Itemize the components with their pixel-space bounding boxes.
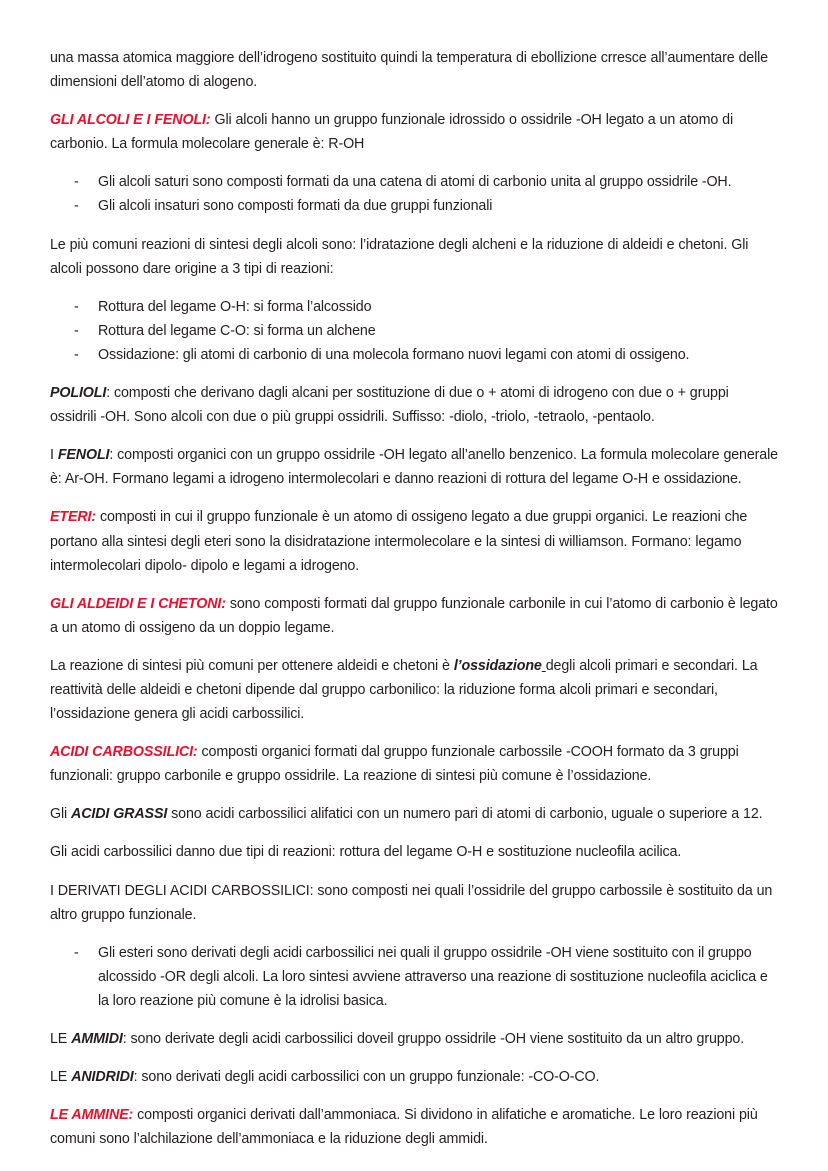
paragraph-eteri bbox=[50, 505, 778, 577]
prefix-acidi-grassi: Gli bbox=[50, 806, 72, 823]
paragraph-fenoli bbox=[50, 443, 778, 491]
list-item-text: Gli alcoli saturi sono composti formati da una catena di atomi di carbonio unita al gruppo ossidrile -OH. bbox=[98, 174, 732, 191]
text-ammidi: : sono derivate degli acidi carbossilici doveil gruppo ossidrile -OH viene sostituito da un altro gruppo. bbox=[122, 1031, 745, 1047]
list-esteri bbox=[50, 941, 778, 1013]
paragraph-acidi-grassi bbox=[50, 802, 778, 826]
prefix-anidridi: LE bbox=[50, 1069, 72, 1086]
dash-marker: - bbox=[74, 944, 79, 961]
list-item bbox=[50, 319, 778, 343]
paragraph-aldeidi-chetoni bbox=[50, 592, 778, 640]
heading-ammine: LE AMMINE: bbox=[50, 1107, 134, 1124]
paragraph-ammine bbox=[50, 1103, 778, 1151]
text-eteri: composti in cui il gruppo funzionale è un atomo di ossigeno legato a due gruppi organici. Le reazioni che portano alla sintesi degli eteri sono la disidratazione intermolecolare e la sintesi di williamson. Formano: legamo intermolecolari dipolo- dipolo e legami a idrogeno. bbox=[50, 509, 748, 574]
paragraph-derivati: I DERIVATI DEGLI ACIDI CARBOSSILICI: sono composti nei quali l’ossidrile del gruppo carbossile è sostituito da un altro gruppo funzionale. bbox=[50, 882, 773, 923]
list-item bbox=[50, 295, 778, 319]
prefix-fenoli: I bbox=[50, 447, 58, 464]
paragraph-reazioni-acidi: Gli acidi carbossilici danno due tipi di reazioni: rottura del legame O-H e sostituzione nucleofila acilica. bbox=[50, 844, 682, 861]
heading-eteri: ETERI: bbox=[50, 509, 97, 526]
heading-acidi-grassi: ACIDI GRASSI bbox=[71, 806, 168, 823]
paragraph-intro: una massa atomica maggiore dell’idrogeno sostituito quindi la temperatura di ebollizione crresce all’aumentare delle dimensioni dell’atomo di alogeno. bbox=[50, 50, 768, 91]
heading-acidi-carbossilici: ACIDI CARBOSSILICI: bbox=[50, 744, 198, 761]
paragraph-ammidi bbox=[50, 1027, 778, 1051]
dash-marker: - bbox=[74, 174, 79, 191]
heading-polioli: POLIOLI bbox=[50, 385, 107, 402]
heading-anidridi: ANIDRIDI bbox=[71, 1069, 134, 1086]
heading-aldeidi-chetoni: GLI ALDEIDI E I CHETONI: bbox=[50, 595, 226, 612]
paragraph-anidridi bbox=[50, 1065, 778, 1089]
list-item-text: Rottura del legame C-O: si forma un alchene bbox=[98, 322, 376, 339]
list-item-text: Gli esteri sono derivati degli acidi carbossilici nei quali il gruppo ossidrile -OH viene sostituito con il gruppo alcossido -OR degli alcoli. La loro sintesi avviene attraverso una reazione di sostituzione nucleofila aciclica e la loro reazione più comune è la idrolisi basica. bbox=[98, 944, 768, 1009]
emphasis-ossidazione: l’ossidazione bbox=[453, 657, 542, 674]
document-body bbox=[50, 46, 778, 1165]
text-after-emphasis: degli alcoli primari e secondari. La reattività delle aldeidi e chetoni dipende dal gruppo carbonilico: la riduzione forma alcoli primari e secondari, l’ossidazione genera gli acidi carbossilici. bbox=[50, 657, 758, 723]
list-item-text: Ossidazione: gli atomi di carbonio di una molecola formano nuovi legami con atomi di ossigeno. bbox=[98, 346, 690, 363]
dash-marker: - bbox=[74, 298, 79, 315]
prefix-ammidi: LE bbox=[50, 1031, 72, 1047]
paragraph-reazione-aldeidi bbox=[50, 654, 778, 726]
heading-ammidi: AMMIDI bbox=[71, 1031, 123, 1047]
paragraph-acidi-carbossilici bbox=[50, 740, 778, 788]
dash-marker: - bbox=[74, 322, 79, 339]
text-acidi-grassi: sono acidi carbossilici alifatici con un numero pari di atomi di carbonio, uguale o superiore a 12. bbox=[167, 806, 763, 823]
text-before-emphasis: La reazione di sintesi più comuni per ottenere aldeidi e chetoni è bbox=[50, 657, 454, 674]
list-item-text: Rottura del legame O-H: si forma l’alcossido bbox=[98, 298, 372, 315]
paragraph-polioli bbox=[50, 381, 778, 429]
list-reazioni-tipi bbox=[50, 295, 778, 367]
heading-alcoli-fenoli: GLI ALCOLI E I FENOLI: bbox=[50, 112, 211, 129]
list-item bbox=[50, 941, 778, 1013]
list-item bbox=[50, 343, 778, 367]
text-ammine: composti organici derivati dall’ammoniaca. Si dividono in alifatiche e aromatiche. Le loro reazioni più comuni sono l’alchilazione dell’ammoniaca e la riduzione degli ammidi. bbox=[50, 1107, 758, 1148]
text-aldeidi-chetoni: sono composti formati dal gruppo funzionale carbonile in cui l’atomo di carbonio è legato a un atomo di ossigeno da un doppio legame. bbox=[50, 595, 778, 636]
text-fenoli: : composti organici con un gruppo ossidrile -OH legato all’anello benzenico. La formula molecolare generale è: Ar-OH. Formano legami a idrogeno intermolecolari e danno reazioni di rottura del legame O-H e ossidazione. bbox=[50, 447, 778, 488]
text-polioli: : composti che derivano dagli alcani per sostituzione di due o + atomi di idrogeno con due o + gruppi ossidrili -OH. Sono alcoli con due o più gruppi ossidrili. Suffisso: -diolo, -triolo, -tetraolo, -pentaolo. bbox=[50, 385, 729, 426]
text-alcoli-fenoli: Gli alcoli hanno un gruppo funzionale idrossido o ossidrile -OH legato a un atomo di carbonio. La formula molecolare generale è: R-OH bbox=[50, 112, 733, 153]
list-item bbox=[50, 170, 778, 194]
dash-marker: - bbox=[74, 198, 79, 215]
paragraph-alcoli-fenoli bbox=[50, 108, 778, 156]
text-acidi-carbossilici: composti organici formati dal gruppo funzionale carbossile -COOH formato da 3 gruppi funzionali: gruppo carbonile e gruppo ossidrile. La reazione di sintesi più comune è l’ossidazione. bbox=[50, 744, 739, 785]
list-item-text: Gli alcoli insaturi sono composti formati da due gruppi funzionali bbox=[98, 198, 493, 215]
dash-marker: - bbox=[74, 346, 79, 363]
list-item bbox=[50, 194, 778, 218]
paragraph-reazioni-sintesi: Le più comuni reazioni di sintesi degli alcoli sono: l’idratazione degli alcheni e la riduzione di aldeidi e chetoni. Gli alcoli possono dare origine a 3 tipi di reazioni: bbox=[50, 236, 749, 277]
list-alcoli-tipi bbox=[50, 170, 778, 218]
heading-fenoli: FENOLI bbox=[57, 447, 110, 464]
text-anidridi: : sono derivati degli acidi carbossilici con un gruppo funzionale: -CO-O-CO. bbox=[133, 1069, 600, 1086]
